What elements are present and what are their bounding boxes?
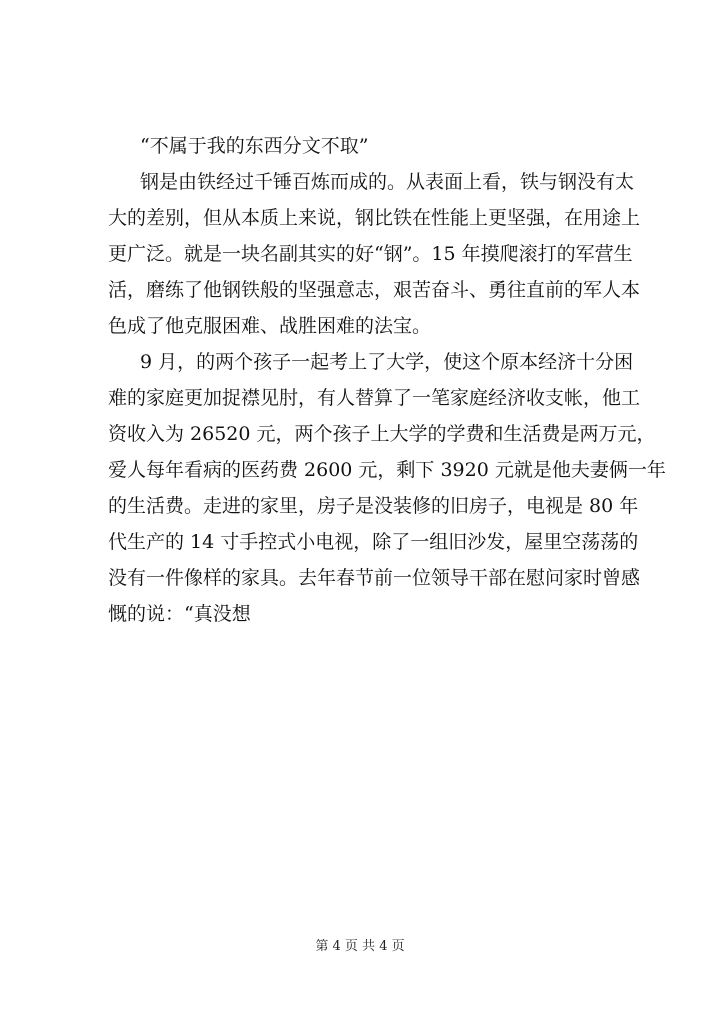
paragraph-line: 9 月，的两个孩子一起考上了大学，使这个原本经济十分困 [140, 351, 634, 373]
document-body [108, 128, 666, 632]
paragraph-line: 更广泛。就是一块名副其实的好“钢”。15 年摸爬滚打的军营生 [108, 243, 633, 265]
page-number-footer: 第 4 页 共 4 页 [315, 939, 405, 954]
paragraph-line: 代生产的 14 寸手控式小电视，除了一组旧沙发，屋里空荡荡的 [108, 531, 639, 553]
paragraph-line: 色成了他克服困难、战胜困难的法宝。 [108, 315, 432, 337]
paragraph-line: 钢是由铁经过千锤百炼而成的。从表面上看，铁与钢没有太 [140, 171, 635, 193]
section-heading: “不属于我的东西分文不取” [140, 135, 369, 157]
paragraph-line: 慨的说：“真没想 [108, 603, 251, 625]
paragraph-line: 资收入为 26520 元，两个孩子上大学的学费和生活费是两万元， [108, 423, 656, 445]
paragraph-line: 的生活费。走进的家里，房子是没装修的旧房子，电视是 80 年 [108, 495, 639, 517]
paragraph-line: 难的家庭更加捉襟见肘，有人替算了一笔家庭经济收支帐，他工 [108, 387, 641, 409]
paragraph-line: 爱人每年看病的医药费 2600 元，剩下 3920 元就是他夫妻俩一年 [108, 459, 666, 481]
paragraph-line: 活，磨练了他钢铁般的坚强意志，艰苦奋斗、勇往直前的军人本 [108, 279, 641, 301]
paragraph-line: 大的差别，但从本质上来说，钢比铁在性能上更坚强，在用途上 [108, 207, 641, 229]
paragraph-line: 没有一件像样的家具。去年春节前一位领导干部在慰问家时曾感 [108, 567, 641, 589]
